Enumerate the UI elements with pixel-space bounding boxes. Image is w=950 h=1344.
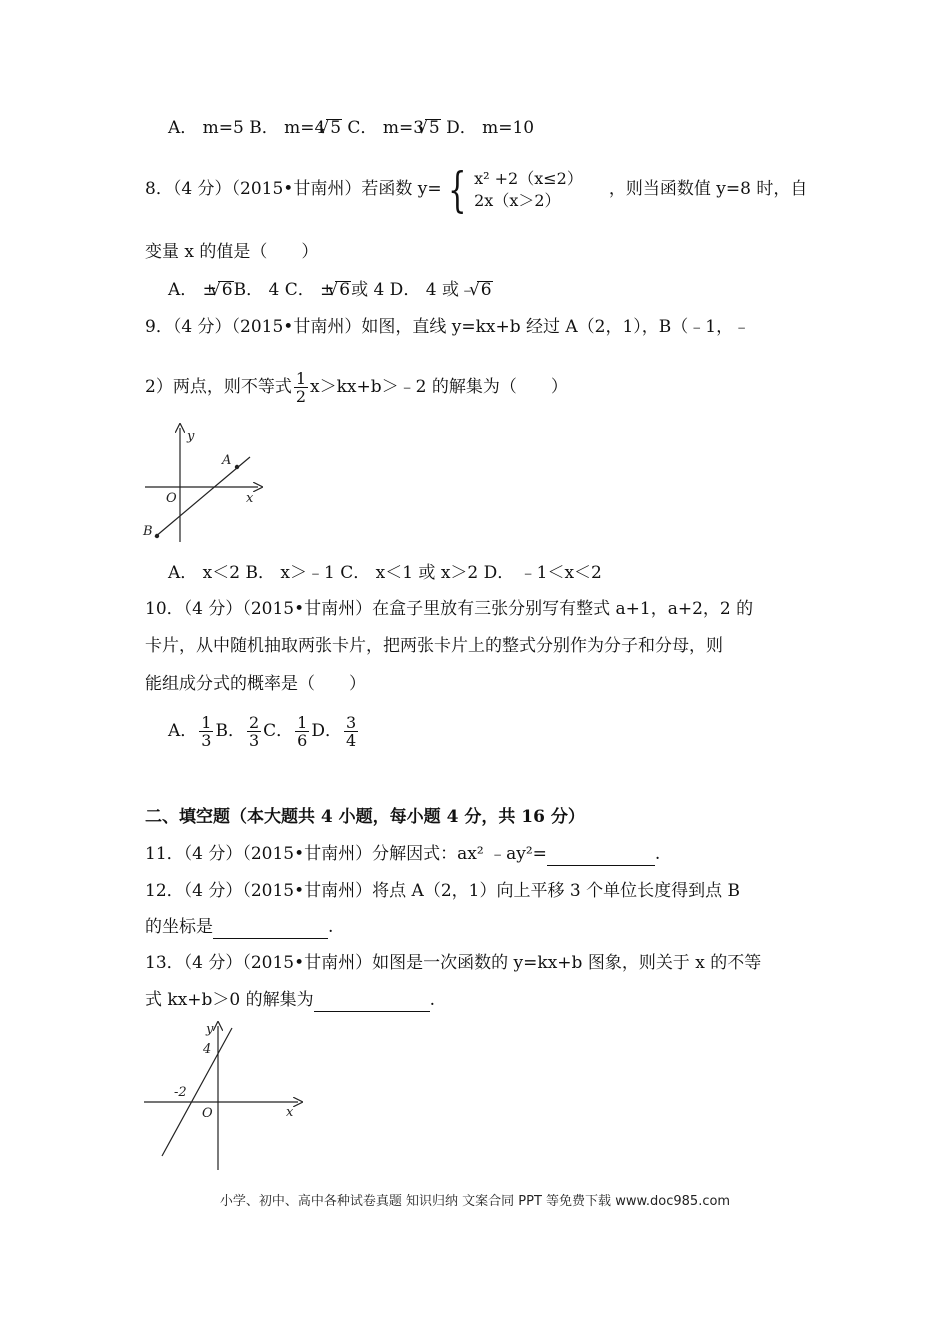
point-b (155, 534, 159, 538)
q8-options: A． ±√ 6B． 4 C． ±√ 6或 4 D． 4 或﹣√ 6 (168, 278, 493, 302)
origin-label: O (166, 491, 177, 506)
origin-label: O (202, 1106, 213, 1121)
sqrt-6: √ 6 (335, 281, 351, 298)
q7-option-c: C． m=3 (347, 118, 425, 138)
function-line (162, 1028, 232, 1156)
answer-blank (547, 847, 655, 866)
q9-graph (140, 420, 270, 546)
sqrt-5: √ 5 (425, 119, 441, 136)
q13-line1: 13．（4 分）（2015•甘南州）如图是一次函数的 y=kx+b 图象，则关于 x 的不等 (145, 953, 762, 973)
point-a (235, 465, 239, 469)
q10-line2: 卡片，从中随机抽取两张卡片，把两张卡片上的整式分别作为分子和分母，则 (145, 636, 723, 656)
q7-option-d: D． m=10 (446, 118, 535, 138)
sqrt-6: √ 6 (218, 281, 234, 298)
y-label: y (206, 1022, 214, 1037)
q13-line2: 式 kx+b＞0 的解集为 . (145, 990, 436, 1010)
case-2: 2x（x＞2） (474, 190, 561, 210)
answer-blank (213, 920, 328, 939)
q9-line2: 2）两点，则不等式 $\frac{1}{2}$ x＞kx+b＞﹣2 的解集为（ ） (145, 369, 568, 406)
q10-line3: 能组成分式的概率是（ ） (145, 674, 366, 694)
q13-graph (140, 1020, 305, 1172)
footer-text: 小学、初中、高中各种试卷真题 知识归纳 文案合同 PPT 等免费下载 www.doc985.com (219, 1194, 731, 1209)
q12-line1: 12．（4 分）（2015•甘南州）将点 A（2，1）向上平移 3 个单位长度得到点 B (145, 881, 740, 901)
piecewise-function: { x² +2（x≤2） 2x（x＞2） (447, 161, 583, 218)
q9-options: A． x＜2 B． x＞﹣1 C． x＜1 或 x＞2 D． ﹣1＜x＜2 (168, 563, 602, 583)
a-label: A (222, 453, 232, 468)
q8-line2: 变量 x 的值是（ ） (145, 242, 319, 262)
case-1: x² +2（x≤2） (474, 168, 583, 188)
q10-options: A． $\frac{1}{3}$ B． $\frac{2}{3}$ C． $\frac{1}{6}$ D． $\frac{3}{4}$ (168, 713, 357, 750)
q9-line1: 9．（4 分）（2015•甘南州）如图，直线 y=kx+b 经过 A（2，1），B（﹣1，﹣ (145, 317, 751, 337)
answer-blank (314, 993, 430, 1012)
fraction-half: $\frac{1}{2}$ (295, 369, 307, 406)
b-label: B (143, 524, 153, 539)
x-label: x (286, 1105, 294, 1120)
section-title: 二、填空题（本大题共 4 小题，每小题 4 分，共 16 分） (145, 807, 585, 827)
q12-line2: 的坐标是 . (145, 917, 334, 937)
sqrt-6: √ 6 (477, 281, 493, 298)
q11: 11．（4 分）（2015•甘南州）分解因式：ax² ﹣ay²= . (145, 844, 661, 864)
sqrt-5: √ 5 (326, 119, 342, 136)
x-label: x (246, 491, 254, 506)
y-tick-4: 4 (203, 1042, 212, 1057)
q10-line1: 10．（4 分）（2015•甘南州）在盒子里放有三张分别写有整式 a+1，a+2，2 的 (145, 599, 754, 619)
q7-option-a: A． m=5 B． m=4 (168, 118, 326, 138)
x-tick-neg2: -2 (174, 1085, 187, 1100)
q7-options (168, 116, 534, 140)
y-label: y (187, 429, 195, 444)
q8-line1: 8．（4 分）（2015•甘南州）若函数 y= { x² +2（x≤2） 2x（x＞2） ，则当函数值 y=8 时，自 (145, 161, 808, 218)
